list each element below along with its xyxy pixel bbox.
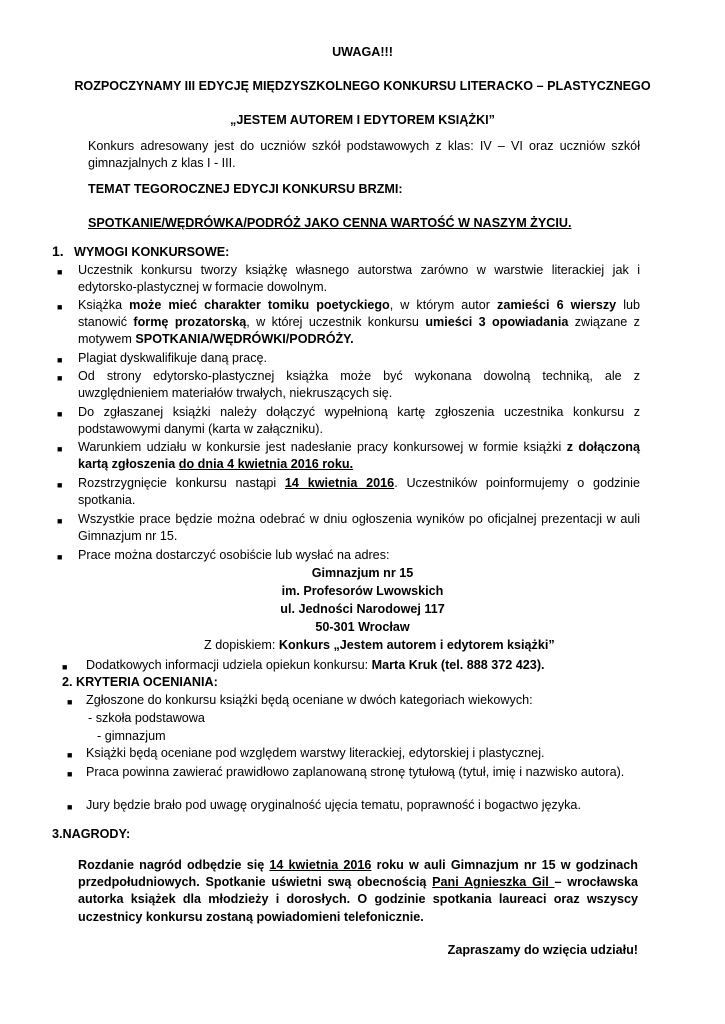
note-label: Z dopiskiem: (204, 638, 279, 652)
req2-text-e: lub stanowić (78, 298, 640, 330)
contest-title: „JESTEM AUTOREM I EDYTOREM KSIĄŻKI” (230, 113, 495, 127)
theme-label: TEMAT TEGOROCZNEJ EDYCJI KONKURSU BRZMI: (88, 182, 403, 196)
requirement-5: Do zgłaszanej książki należy dołączyć wypełnioną kartę zgłoszenia uczestnika konkursu z podstawowymi danymi (karta w załączniku). (78, 405, 640, 437)
req2-text-c: , w którym autor (389, 298, 498, 312)
bullet-icon: ■ (57, 267, 63, 277)
criterion-4: Jury będzie brało pod uwagę oryginalność ujęcia tematu, poprawność i bogactwo języka. (86, 798, 581, 812)
req7-date: 14 kwietnia 2016 (284, 476, 395, 490)
bullet-icon: ■ (67, 750, 73, 760)
bullet-icon: ■ (57, 373, 63, 383)
bullet-icon: ■ (67, 769, 73, 779)
requirement-2 (78, 297, 640, 349)
req6-text-b: z dołączoną kartą zgłoszenia (78, 440, 640, 472)
category-2: - gimnazjum (97, 729, 166, 743)
intro-paragraph: Konkurs adresowany jest do uczniów szkół podstawowych z klas: IV – VI oraz uczniów szkół gimnazjalnych z klas I - III. (88, 139, 640, 171)
req2-text-h: umieści 3 opowiadania (425, 315, 569, 330)
awards-text-c: roku w auli Gimnazjum nr 15 w godzinach przedpołudniowych. Spotkanie uświetni swą obecnością (78, 858, 639, 890)
bullet-icon: ■ (57, 516, 63, 526)
bullet-icon: ■ (57, 552, 63, 562)
category-1: - szkoła podstawowa (88, 711, 205, 725)
bullet-icon: ■ (67, 697, 73, 707)
req6-text-a: Warunkiem udziału w konkursie jest nadesłanie pracy konkursowej w formie książki (78, 440, 567, 454)
requirement-10 (86, 657, 545, 674)
closing-line: Zapraszamy do wzięcia udziału! (447, 943, 638, 957)
bullet-icon: ■ (67, 802, 73, 812)
address-line-3: ul. Jedności Narodowej 117 (280, 602, 445, 616)
bullet-icon: ■ (57, 302, 63, 312)
requirement-3: Plagiat dyskwalifikuje daną pracę. (78, 351, 268, 365)
bullet-icon: ■ (57, 480, 63, 490)
awards-text-a: Rozdanie nagród odbędzie się (78, 858, 270, 872)
requirement-7 (78, 475, 640, 509)
bullet-icon: ■ (62, 662, 68, 672)
theme-statement: SPOTKANIE/WĘDRÓWKA/PODRÓŻ JAKO CENNA WARTOŚĆ W NASZYM ŻYCIU. (88, 216, 572, 230)
section1-number: 1. (52, 243, 64, 259)
bullet-icon: ■ (57, 355, 63, 365)
req10-contact: Marta Kruk (tel. 888 372 423). (371, 658, 545, 672)
bullet-icon: ■ (57, 409, 63, 419)
address-note (204, 637, 555, 654)
address-line-4: 50-301 Wrocław (315, 620, 410, 634)
section1-title: WYMOGI KONKURSOWE: (74, 245, 230, 259)
awards-text-e: – wrocławska autorka książek dla młodzieży i dorosłych. O godzinie spotkania laureaci oraz wszyscy uczestnicy konkursu zostaną powiadomieni telefonicznie. (78, 875, 638, 924)
req10-text-a: Dodatkowych informacji udziela opiekun konkursu: (86, 658, 372, 672)
criterion-2: Książki będą oceniane pod względem warstwy literackiej, edytorskiej i plastycznej. (86, 746, 545, 760)
requirement-6 (78, 439, 640, 473)
bullet-icon: ■ (57, 444, 63, 454)
req7-text-a: Rozstrzygnięcie konkursu nastąpi (78, 476, 285, 490)
criterion-1: Zgłoszone do konkursu książki będą oceniane w dwóch kategoriach wiekowych: (86, 693, 533, 707)
address-line-2: im. Profesorów Lwowskich (281, 584, 444, 598)
req2-text-f: formę prozatorską (133, 315, 247, 330)
req2-text-d: zamieści 6 wierszy (497, 298, 617, 312)
awards-date: 14 kwietnia 2016 (269, 858, 372, 872)
requirement-8: Wszystkie prace będzie można odebrać w dniu ogłoszenia wyników po oficjalnej prezentacji w auli Gimnazjum nr 15. (78, 512, 640, 544)
requirement-9: Prace można dostarczyć osobiście lub wysłać na adres: (78, 548, 390, 562)
section3-title: 3.NAGRODY: (52, 827, 131, 841)
requirement-4: Od strony edytorsko-plastycznej książka może być wykonana dowolną techniką, ale z uwzględnieniem materiałów trwałych, niekruszących się. (78, 369, 640, 401)
awards-guest: Pani Agnieszka Gil (432, 875, 555, 890)
criterion-3: Praca powinna zawierać prawidłowo zaplanowaną stronę tytułową (tytuł, imię i nazwisko autora). (86, 765, 625, 779)
requirement-1: Uczestnik konkursu tworzy książkę własnego autorstwa zarówno w warstwie literackiej jak i edytorsko-plastycznej w formacie dowolnym. (78, 263, 640, 295)
address-line-1: Gimnazjum nr 15 (311, 566, 414, 580)
req2-text-b: może mieć charakter tomiku poetyckiego (129, 298, 390, 312)
awards-paragraph (78, 857, 638, 926)
req6-deadline: do dnia 4 kwietnia 2016 roku. (178, 457, 354, 472)
req2-text-j: SPOTKANIA/WĘDRÓWKI/PODRÓŻY. (135, 332, 354, 347)
note-value: Konkurs „Jestem autorem i edytorem książki” (278, 638, 555, 652)
req7-text-c: . Uczestników poinformujemy o godzinie spotkania. (78, 476, 640, 508)
req2-text-a: Książka (78, 298, 130, 312)
section2-title: 2. KRYTERIA OCENIANIA: (62, 675, 218, 689)
contest-heading: ROZPOCZYNAMY III EDYCJĘ MIĘDZYSZKOLNEGO KONKURSU LITERACKO – PLASTYCZNEGO (74, 79, 651, 93)
req2-text-i: związane z motywem (78, 315, 640, 347)
req2-text-g: , w której uczestnik konkursu (246, 315, 426, 330)
alert-heading: UWAGA!!! (332, 45, 393, 59)
